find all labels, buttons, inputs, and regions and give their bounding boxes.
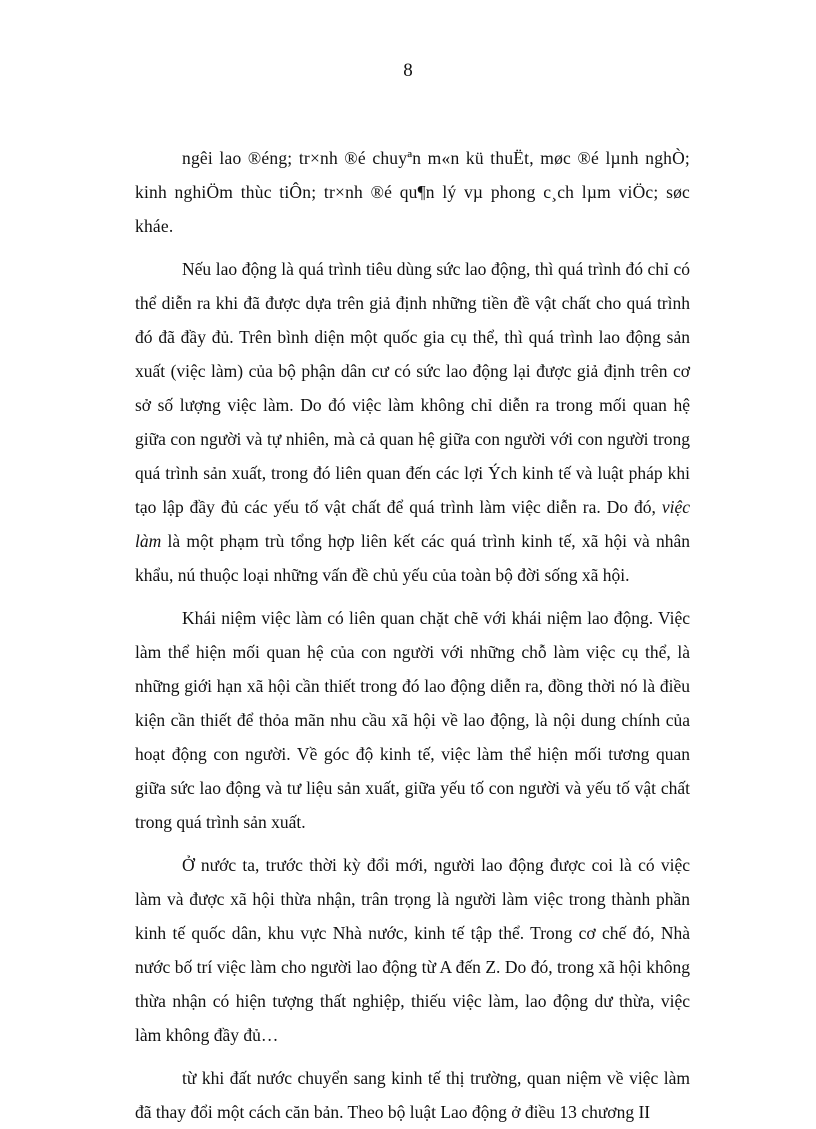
paragraph-4: Ở nước ta, trước thời kỳ đổi mới, người lao động được coi là có việc làm và được xã hội thừa nhận, trân trọng là người làm việc trong thành phần kinh tế quốc dân, khu vực Nhà nước, kinh tế tập thể. Trong cơ chế đó, Nhà nước bố trí việc làm cho người lao động từ A đến Z. Do đó, trong xã hội không thừa nhận có hiện tượng thất nghiệp, thiếu việc làm, lao động dư thừa, việc làm không đầy đủ… <box>135 855 690 1045</box>
paragraph-5: từ khi đất nước chuyển sang kinh tế thị trường, quan niệm về việc làm đã thay đổi một cách căn bản. Theo bộ luật Lao động ở điều 13 chương II <box>135 1068 690 1122</box>
paragraph-3: Khái niệm việc làm có liên quan chặt chẽ với khái niệm lao động. Việc làm thể hiện mối quan hệ của con người với những chỗ làm việc cụ thể, là những giới hạn xã hội cần thiết trong đó lao động diễn ra, đồng thời nó là điều kiện cần thiết để thỏa mãn nhu cầu xã hội về lao động, là nội dung chính của hoạt động con người. Về góc độ kinh tế, việc làm thể hiện mối tương quan giữa sức lao động và tư liệu sản xuất, giữa yếu tố con người và yếu tố vật chất trong quá trình sản xuất. <box>135 608 690 832</box>
paragraph-2 <box>135 252 690 592</box>
page-number: 8 <box>403 60 413 81</box>
paragraph-2-tail: là một phạm trù tổng hợp liên kết các quá trình kinh tế, xã hội và nhân khẩu, nú thuộc loại những vấn đề chủ yếu của toàn bộ đời sống xã hội. <box>135 531 690 585</box>
paragraph-2-italic-term: việc làm <box>135 497 691 551</box>
paragraph-1: ngêi lao ®éng; tr×nh ®é chuyªn m«n kü thuËt, møc ®é lµnh nghÒ; kinh nghiÖm thùc tiÔn; tr×nh ®é qu¶n lý vµ phong c¸ch lµm viÖc; søc kháe. <box>135 148 690 236</box>
paragraph-2-text: Nếu lao động là quá trình tiêu dùng sức lao động, thì quá trình đó chỉ có thể diễn ra khi đã được dựa trên giả định những tiền đề vật chất cho quá trình đó đã đầy đủ. Trên bình diện một quốc gia cụ thể, thì quá trình lao động sản xuất (việc làm) của bộ phận dân cư có sức lao động lại được giả định trên cơ sở số lượng việc làm. Do đó việc làm không chỉ diễn ra trong mối quan hệ giữa con người và tự nhiên, mà cả quan hệ giữa con người với con người trong quá trình sản xuất, trong đó liên quan đến các lợi Ých kinh tế và luật pháp khi tạo lập đầy đủ các yếu tố vật chất để quá trình làm việc diễn ra. Do đó, <box>135 259 690 517</box>
document-body <box>135 141 690 1129</box>
